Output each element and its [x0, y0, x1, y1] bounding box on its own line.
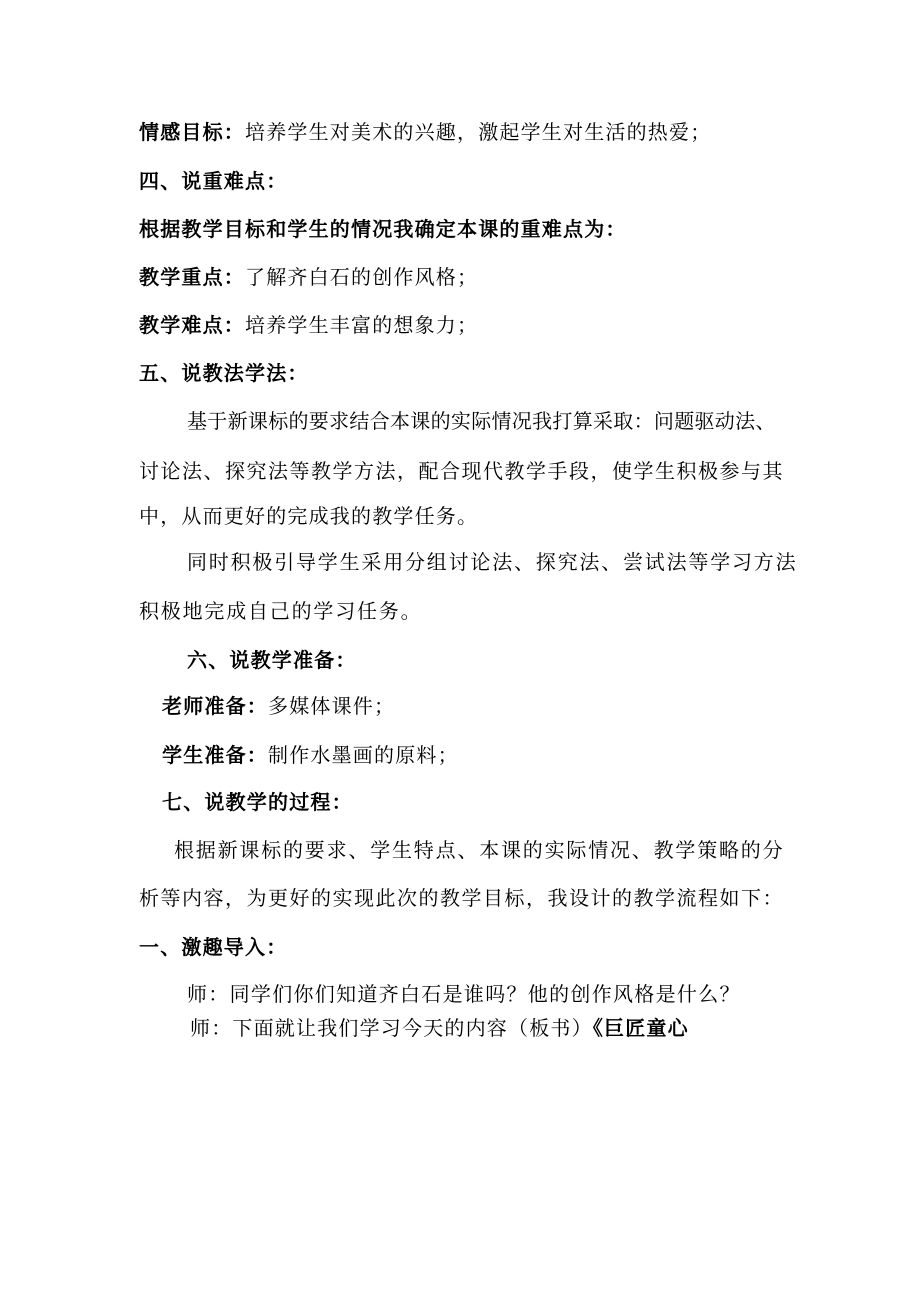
- paragraph-line: 基于新课标的要求结合本课的实际情况我打算采取：问题驱动法、: [187, 409, 776, 433]
- section-heading-7: 七、说教学的过程：: [162, 790, 353, 814]
- subsection-heading-1: 一、激趣导入：: [139, 935, 288, 959]
- dialogue-line: 师：同学们你们知道齐白石是谁吗？他的创作风格是什么？: [187, 982, 741, 1006]
- dialogue-line: 师：下面就让我们学习今天的内容（板书）《巨匠童心: [190, 1016, 689, 1040]
- paragraph-line: 积极地完成自己的学习任务。: [139, 599, 423, 623]
- paragraph-line: 讨论法、探究法等教学方法，配合现代教学手段，使学生积极参与其: [139, 459, 784, 483]
- line-teaching-difficulty: 教学难点：培养学生丰富的想象力；: [139, 313, 479, 337]
- paragraph-line: 根据新课标的要求、学生特点、本课的实际情况、教学策略的分: [174, 838, 785, 862]
- line-teacher-prep: 老师准备：多媒体课件；: [162, 694, 396, 718]
- line-teaching-focus: 教学重点：了解齐白石的创作风格；: [139, 265, 479, 289]
- paragraph-line: 同时积极引导学生采用分组讨论法、探究法、尝试法等学习方法: [187, 550, 798, 574]
- section-heading-5: 五、说教法学法：: [139, 361, 309, 385]
- line-keypoints-intro: 根据教学目标和学生的情况我确定本课的重难点为：: [139, 217, 627, 241]
- line-student-prep: 学生准备：制作水墨画的原料；: [162, 743, 459, 767]
- section-heading-6: 六、说教学准备：: [187, 648, 357, 672]
- paragraph-line: 中，从而更好的完成我的教学任务。: [139, 504, 479, 528]
- section-heading-4: 四、说重难点：: [139, 169, 288, 193]
- paragraph-line: 析等内容，为更好的实现此次的教学目标，我设计的教学流程如下：: [139, 886, 784, 910]
- line-emotion-goal: 情感目标：培养学生对美术的兴趣，激起学生对生活的热爱；: [139, 120, 712, 144]
